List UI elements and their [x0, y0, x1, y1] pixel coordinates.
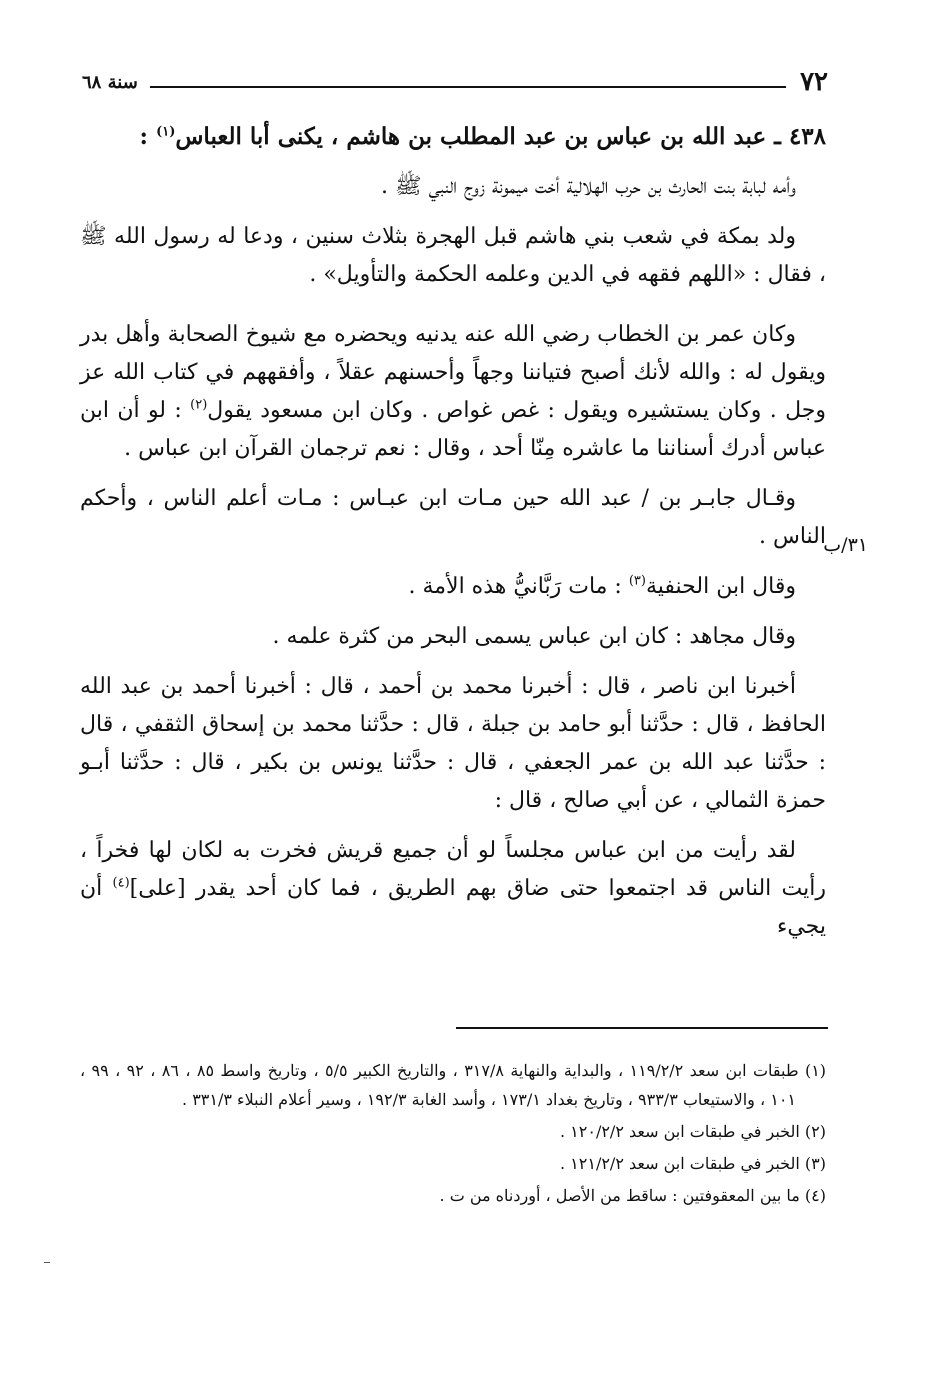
title-colon: : [139, 123, 149, 150]
footnote-ref-2: (٢) [190, 397, 208, 413]
footnote-separator [456, 1027, 828, 1029]
paragraph-isnad: أخبرنا ابن ناصر ، قال : أخبرنا محمد بن أحمد ، قال : أخبرنا أحمد بن عبد الله الحافظ ، قال : حدَّثنا أبو حامد بن جبلة ، قال : حدَّثنا محمد بن إسحاق الثقفي ، قال : حدَّثنا عبد الله بن عمر الجعفي ، قال : حدَّثنا يونس بن بكير ، قال : حدَّثنا أبـو حمزة الثمالي ، عن أبي صالح ، قال : [80, 674, 826, 813]
paragraph-umar-text-a: وكان عمر بن الخطاب رضي الله عنه يدنيه ويحضره مع شيوخ الصحابة وأهل بدر ويقول له : والله لأنك أصبح فتياننا وجهاً وأحسنهم عقلاً ، وأفقههم في كتاب الله عز وجل . وكان يستشيره ويقول : غص غواص . وكان ابن مسعود يقول [80, 322, 826, 423]
paragraph-birth: ولد بمكة في شعب بني هاشم قبل الهجرة بثلاث سنين ، ودعا له رسول الله ﷺ ، فقال : «اللهم فقهه في الدين وعلمه الحكمة والتأويل» . [80, 224, 826, 287]
footnote-2: (٢) الخبر في طبقات ابن سعد ١٢٠/٢/٢ . [559, 1122, 826, 1141]
paragraph-majlis-text-a: لقد رأيت من ابن عباس مجلساً لو أن جميع قريش فخرت به لكان لها فخراً ، رأيت الناس قد اجتمعوا حتى ضاق بهم الطريق ، فما كان أحد يقدر [على] [80, 838, 827, 901]
paragraph-jabir: وقـال جابـر بن / عبد الله حين مـات ابن عبـاس : مـات أعلم الناس ، وأحكم الناس . [80, 486, 826, 549]
main-text [80, 118, 826, 958]
paragraph-hanafiyya-text-b: : مات رَبَّانيُّ هذه الأمة . [408, 574, 629, 599]
paragraph-majlis [80, 832, 826, 946]
page-number: ٧٢ [800, 67, 828, 97]
entry-title [80, 118, 826, 156]
manuscript-folio-marker: ٣١/ب [823, 534, 868, 556]
footnote-4: (٤) ما بين المعقوفتين : ساقط من الأصل ، أوردناه من ت . [439, 1186, 826, 1205]
footnote-1: (١) طبقات ابن سعد ١١٩/٢/٢ ، والبداية والنهاية ٣١٧/٨ ، والتاريخ الكبير ٥/٥ ، وتاريخ واسط ٨٥ ، ٨٦ ، ٩٢ ، ٩٩ ، ١٠١ ، والاستيعاب ٩٣٣/٣ ، وتاريخ بغداد ١٧٣/١ ، وأسد الغابة ١٩٢/٣ ، وسير أعلام النبلاء ٣٣١/٣ . [80, 1061, 827, 1109]
header-rule [150, 86, 786, 88]
paragraph-hanafiyya [80, 568, 826, 606]
paragraph-majlis-text-b: أن يجيء [80, 876, 826, 939]
paragraph-umar [80, 316, 826, 468]
scan-speck [44, 1262, 50, 1263]
paragraph-hanafiyya-text-a: وقال ابن الحنفية [645, 574, 796, 599]
footnote-ref-4: (٤) [112, 875, 130, 891]
paragraph-umar-text-b: : لو أن ابن عباس أدرك أسناننا ما عاشره مِنّا أحد ، وقال : نعم ترجمان القرآن ابن عباس . [80, 398, 826, 461]
entry-title-text: ٤٣٨ ـ عبد الله بن عباس بن عبد المطلب بن هاشم ، يكنى أبا العباس [175, 123, 826, 150]
footnote-ref-1: (١) [156, 124, 176, 140]
paragraph-mother: وأمه لبابة بنت الحارث بن حرب الهلالية أخت ميمونة زوج النبي ﷺ . [381, 174, 796, 199]
footnote-3: (٣) الخبر في طبقات ابن سعد ١٢١/٢/٢ . [559, 1154, 826, 1173]
footnotes [80, 1056, 826, 1213]
page-header [82, 60, 828, 104]
paragraph-mujahid: وقال مجاهد : كان ابن عباس يسمى البحر من كثرة علمه . [272, 624, 796, 649]
year-label: سنة ٦٨ [82, 71, 138, 93]
footnote-ref-3: (٣) [628, 573, 646, 589]
